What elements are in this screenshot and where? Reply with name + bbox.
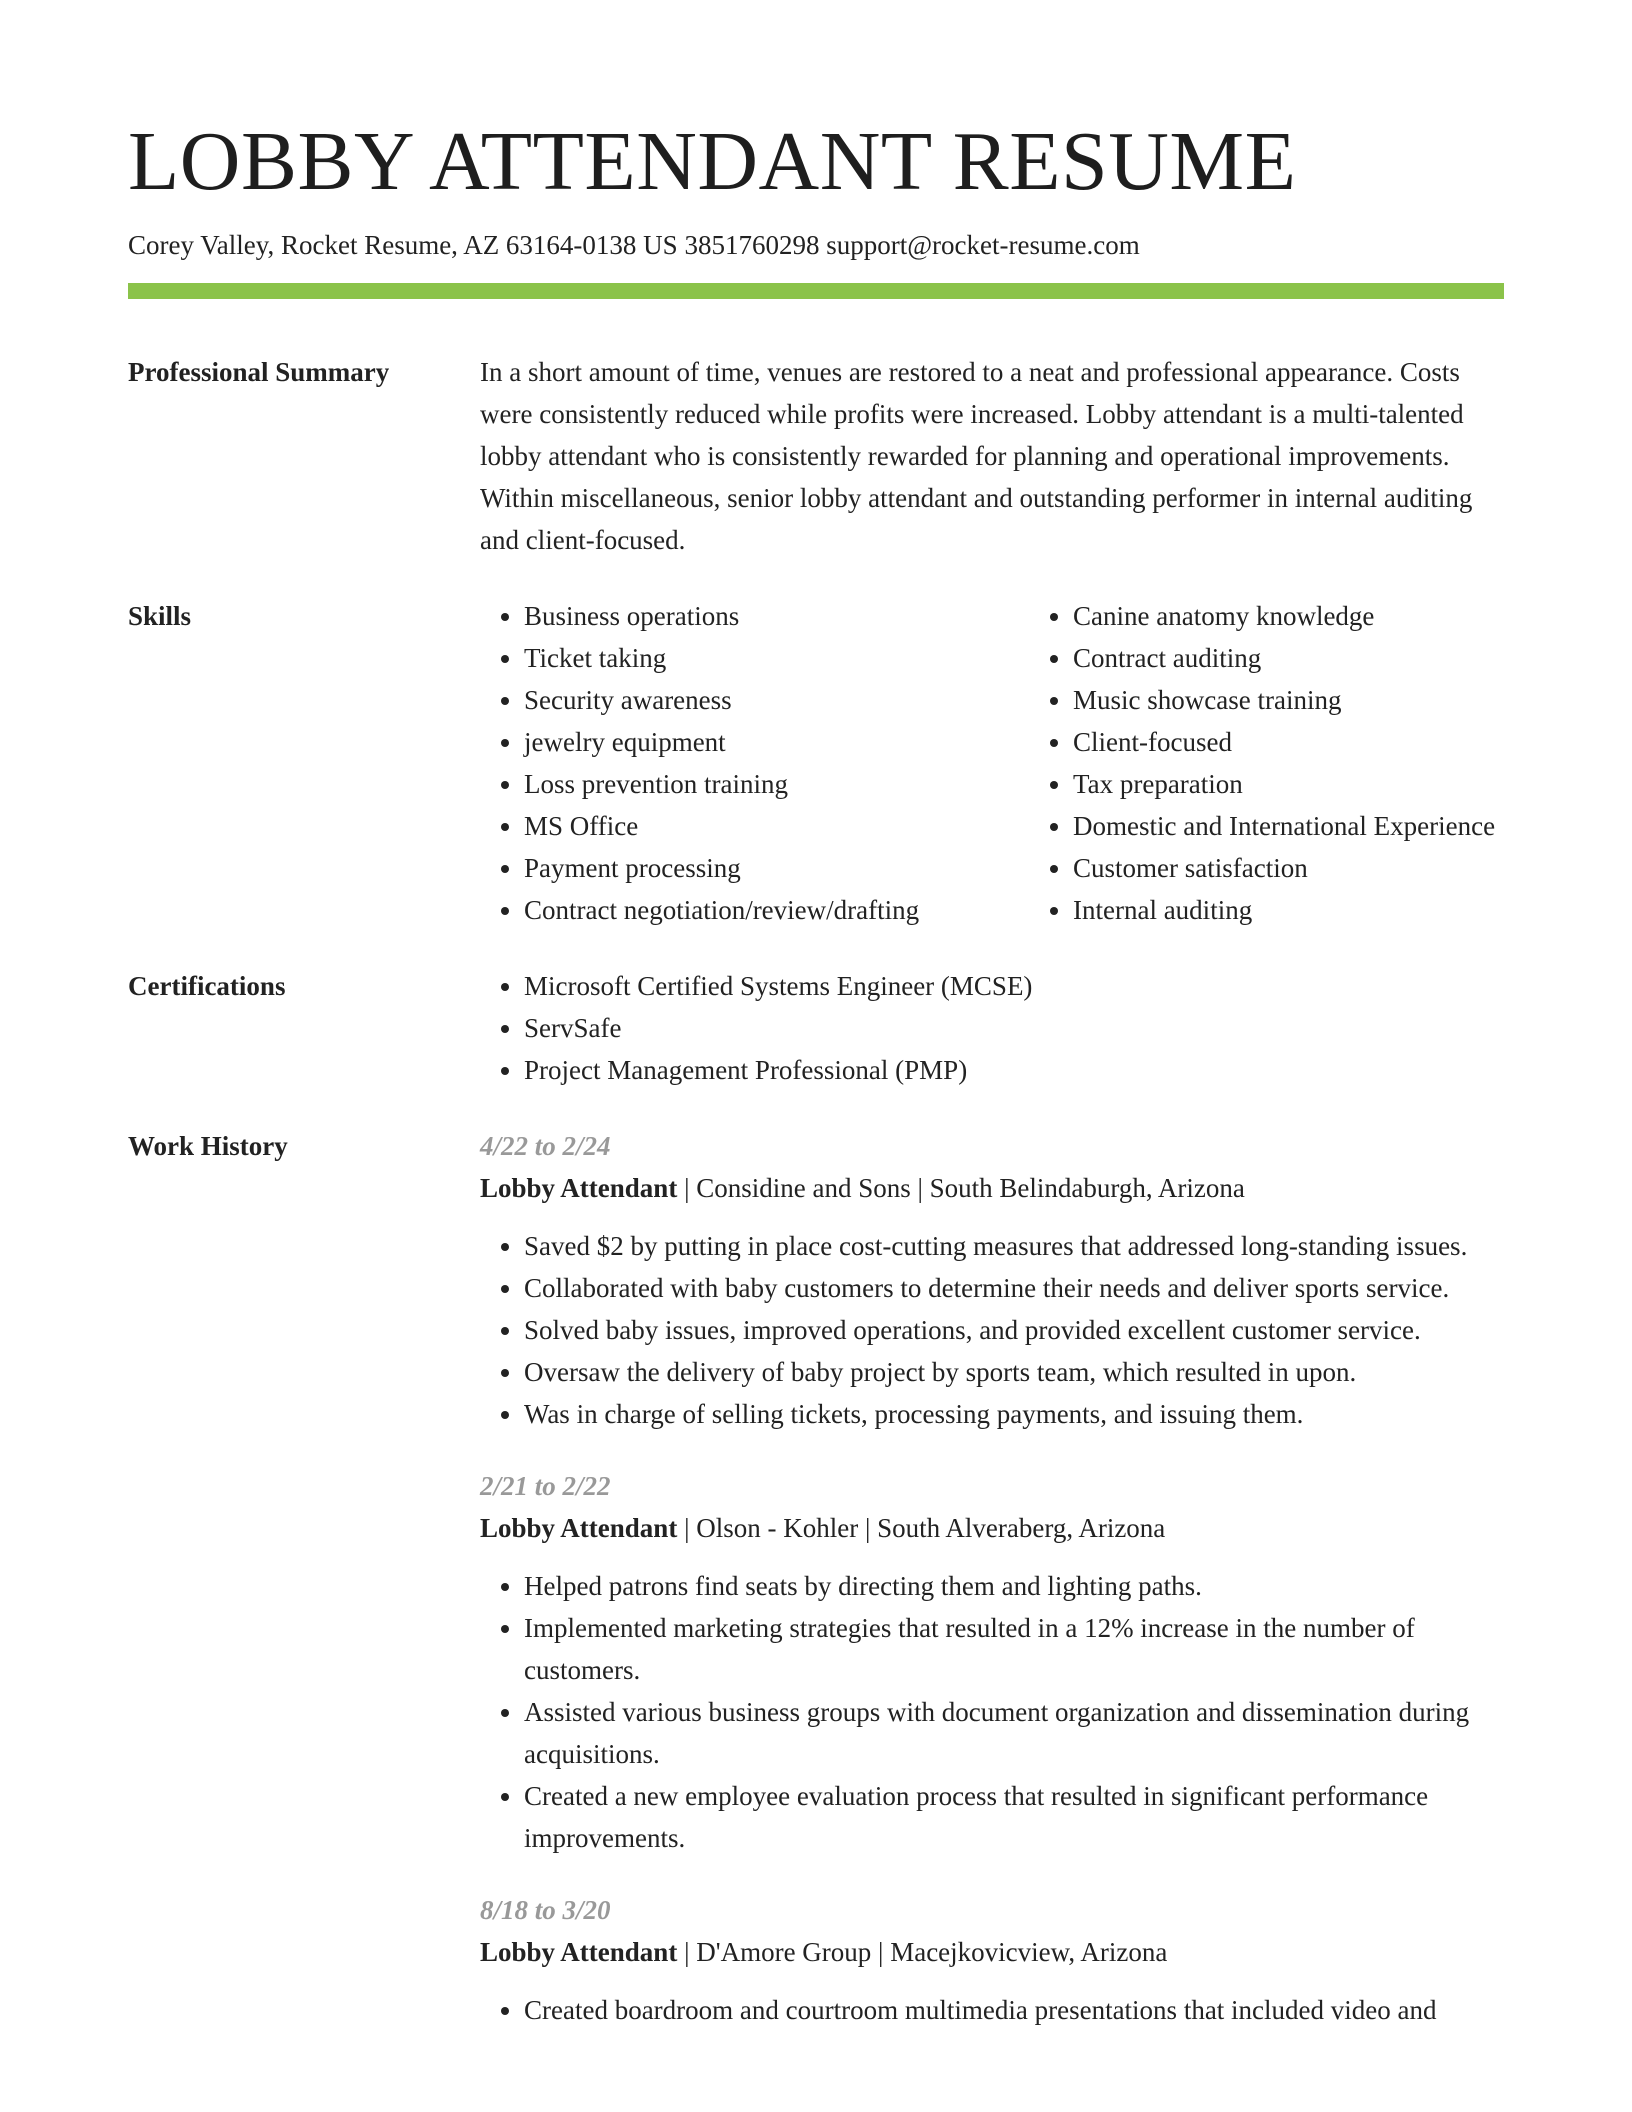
job-employer-location: | Olson - Kohler | South Alveraberg, Arizona — [677, 1513, 1166, 1544]
job-bullet: • Collaborated with baby customers to determine their needs and deliver sports service. — [524, 1267, 1504, 1309]
job-bullet: • Saved $2 by putting in place cost-cutting measures that addressed long-standing issues. — [524, 1225, 1504, 1267]
contact-line: Corey Valley, Rocket Resume, AZ 63164-0138 US 3851760298 support@rocket-resume.com — [128, 230, 1140, 260]
skill-item: • Client-focused — [1073, 721, 1495, 763]
job-title: Lobby Attendant — [480, 1937, 678, 1968]
job-bullet: • Created a new employee evaluation process that resulted in significant performance improvements. — [524, 1775, 1504, 1859]
job-bullet: • Was in charge of selling tickets, processing payments, and issuing them. — [524, 1393, 1504, 1435]
skill-item: • Internal auditing — [1073, 889, 1495, 931]
job-heading — [480, 1507, 1504, 1549]
job-title: Lobby Attendant — [480, 1513, 678, 1544]
skill-item: • Contract auditing — [1073, 637, 1495, 679]
certification-item: • Microsoft Certified Systems Engineer (MCSE) — [524, 965, 1504, 1007]
skills-list-col2 — [1029, 595, 1495, 931]
job-bullet: • Implemented marketing strategies that resulted in a 12% increase in the number of customers. — [524, 1607, 1504, 1691]
accent-rule — [128, 283, 1504, 299]
job-bullet: • Solved baby issues, improved operations, and provided excellent customer service. — [524, 1309, 1504, 1351]
certifications-section — [128, 965, 1504, 1091]
resume-title: LOBBY ATTENDANT RESUME — [128, 115, 1297, 208]
skill-item: • MS Office — [524, 805, 1029, 847]
section-label-summary: Professional Summary — [128, 357, 390, 388]
summary-text: In a short amount of time, venues are restored to a neat and professional appearance. Costs were consistently reduced while profits were increased. Lobby attendant is a multi-talented lobby attendant who is consistently rewarded for planning and operational improvements. Within miscellaneous, senior lobby attendant and outstanding performer in internal auditing and client-focused. — [480, 357, 1473, 556]
skill-item: • Customer satisfaction — [1073, 847, 1495, 889]
job-entry — [480, 1889, 1504, 2031]
job-bullet: • Helped patrons find seats by directing them and lighting paths. — [524, 1565, 1504, 1607]
job-dates: 2/21 to 2/22 — [480, 1471, 611, 1502]
job-bullets — [480, 1225, 1504, 1435]
job-bullets — [480, 1989, 1504, 2031]
section-label-certifications: Certifications — [128, 971, 286, 1002]
job-entry — [480, 1125, 1504, 1435]
skill-item: • Business operations — [524, 595, 1029, 637]
skill-item: • Canine anatomy knowledge — [1073, 595, 1495, 637]
certification-item: • Project Management Professional (PMP) — [524, 1049, 1504, 1091]
skill-item: • Contract negotiation/review/drafting — [524, 889, 1029, 931]
skills-section — [128, 595, 1504, 931]
skill-item: • Loss prevention training — [524, 763, 1029, 805]
skill-item: • Ticket taking — [524, 637, 1029, 679]
job-entry — [480, 1465, 1504, 1859]
certification-item: • ServSafe — [524, 1007, 1504, 1049]
summary-section — [128, 351, 1504, 561]
job-heading — [480, 1167, 1504, 1209]
skill-item: • Payment processing — [524, 847, 1029, 889]
job-title: Lobby Attendant — [480, 1173, 678, 1204]
skill-item: • Domestic and International Experience — [1073, 805, 1495, 847]
skill-item: • Security awareness — [524, 679, 1029, 721]
job-dates: 4/22 to 2/24 — [480, 1131, 611, 1162]
certifications-list — [480, 965, 1504, 1091]
skills-list-col1 — [480, 595, 1029, 931]
work-history-section — [128, 1125, 1504, 2061]
job-employer-location: | Considine and Sons | South Belindaburgh, Arizona — [677, 1173, 1245, 1204]
skill-item: • Tax preparation — [1073, 763, 1495, 805]
section-label-skills: Skills — [128, 601, 192, 632]
job-bullets — [480, 1565, 1504, 1859]
skill-item: • jewelry equipment — [524, 721, 1029, 763]
job-bullet: • Assisted various business groups with document organization and dissemination during acquisitions. — [524, 1691, 1504, 1775]
job-employer-location: | D'Amore Group | Macejkovicview, Arizona — [677, 1937, 1168, 1968]
job-bullet: • Oversaw the delivery of baby project by sports team, which resulted in upon. — [524, 1351, 1504, 1393]
section-label-work-history: Work History — [128, 1131, 288, 1162]
job-bullet: • Created boardroom and courtroom multimedia presentations that included video and — [524, 1989, 1504, 2031]
skill-item: • Music showcase training — [1073, 679, 1495, 721]
job-heading — [480, 1931, 1504, 1973]
job-dates: 8/18 to 3/20 — [480, 1895, 611, 1926]
